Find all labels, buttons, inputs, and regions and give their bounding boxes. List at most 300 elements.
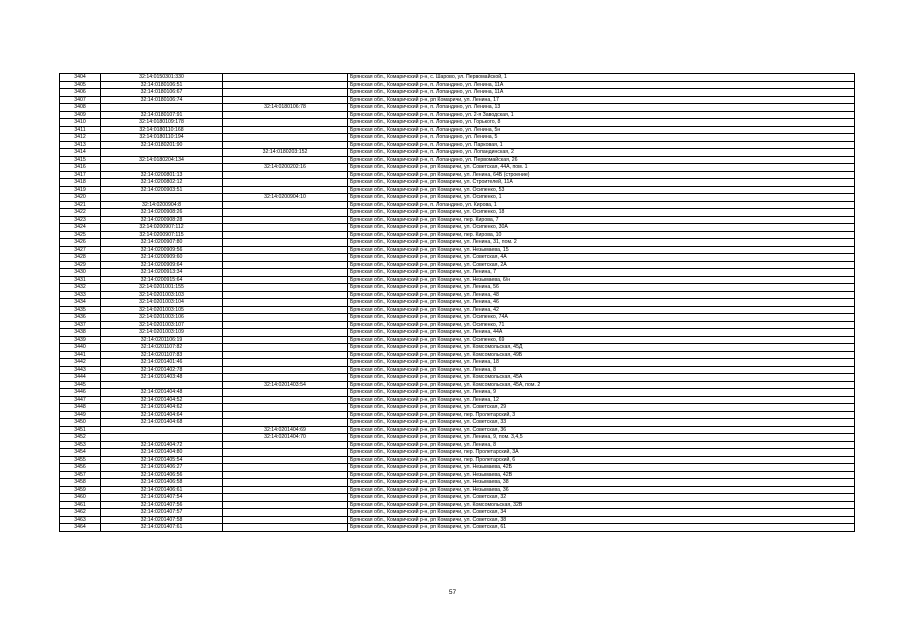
cadastral-number-cell (101, 426, 223, 434)
address-cell: Брянская обл., Комаричский р-н, рп Комаричи, пер. Кирова, 10 (348, 231, 855, 239)
row-number-cell: 3453 (60, 441, 101, 449)
table-row (60, 201, 855, 209)
table-row (60, 314, 855, 322)
cadastral-number-cell: 32:14:0201003:106 (101, 314, 223, 322)
address-cell: Брянская обл., Комаричский р-н, рп Комаричи, ул. Ленина, 7 (348, 269, 855, 277)
row-number-cell: 3457 (60, 471, 101, 479)
table-row (60, 261, 855, 269)
premises-cadastral-number-cell (223, 351, 348, 359)
premises-cadastral-number-cell (223, 479, 348, 487)
table-row (60, 336, 855, 344)
row-number-cell: 3463 (60, 516, 101, 524)
row-number-cell: 3446 (60, 389, 101, 397)
cadastral-number-cell: 32:14:0201003:105 (101, 306, 223, 314)
premises-cadastral-number-cell (223, 464, 348, 472)
row-number-cell: 3458 (60, 479, 101, 487)
row-number-cell: 3407 (60, 96, 101, 104)
row-number-cell: 3454 (60, 449, 101, 457)
row-number-cell: 3413 (60, 141, 101, 149)
table-row (60, 479, 855, 487)
row-number-cell: 3423 (60, 216, 101, 224)
premises-cadastral-number-cell (223, 494, 348, 502)
row-number-cell: 3424 (60, 224, 101, 232)
address-cell: Брянская обл., Комаричский р-н, рп Комаричи, ул. Незымаева, 6/н (348, 276, 855, 284)
table-row (60, 419, 855, 427)
premises-cadastral-number-cell: 32:14:0180203:152 (223, 149, 348, 157)
cadastral-number-cell: 32:14:0201407:58 (101, 516, 223, 524)
premises-cadastral-number-cell (223, 486, 348, 494)
cadastral-number-cell: 32:14:0180106:51 (101, 81, 223, 89)
cadastral-number-cell: 32:14:0201402:78 (101, 366, 223, 374)
row-number-cell: 3432 (60, 284, 101, 292)
address-cell: Брянская обл., Комаричский р-н, рп Комаричи, ул. Советская, 36 (348, 426, 855, 434)
row-number-cell: 3464 (60, 524, 101, 532)
premises-cadastral-number-cell (223, 209, 348, 217)
address-cell: Брянская обл., Комаричский р-н, рп Комаричи, ул. Комсомольская, 45А (348, 374, 855, 382)
address-cell: Брянская обл., Комаричский р-н, п. Лопандино, ул. 2-я Заводская, 1 (348, 111, 855, 119)
address-cell: Брянская обл., Комаричский р-н, рп Комаричи, пер. Пролетарский, 6 (348, 456, 855, 464)
address-cell: Брянская обл., Комаричский р-н, рп Комаричи, ул. Советская, 29 (348, 404, 855, 412)
row-number-cell: 3434 (60, 299, 101, 307)
row-number-cell: 3404 (60, 74, 101, 82)
address-cell: Брянская обл., Комаричский р-н, рп Комаричи, ул. Ленина, 48 (348, 291, 855, 299)
table-row (60, 344, 855, 352)
address-cell: Брянская обл., Комаричский р-н, рп Комаричи, ул. Советская, 34 (348, 509, 855, 517)
cadastral-number-cell: 32:14:0180110:168 (101, 126, 223, 134)
table-row (60, 389, 855, 397)
row-number-cell: 3409 (60, 111, 101, 119)
table-row (60, 524, 855, 532)
table-row (60, 126, 855, 134)
address-cell: Брянская обл., Комаричский р-н, рп Комаричи, ул. Ленина, 9 (348, 389, 855, 397)
premises-cadastral-number-cell (223, 501, 348, 509)
address-cell: Брянская обл., Комаричский р-н, рп Комаричи, ул. Ленина, 12 (348, 396, 855, 404)
cadastral-number-cell: 32:14:0201404:80 (101, 449, 223, 457)
address-cell: Брянская обл., Комаричский р-н, рп Комаричи, ул. Советская, 4А (348, 254, 855, 262)
row-number-cell: 3442 (60, 359, 101, 367)
address-cell: Брянская обл., Комаричский р-н, п. Лопандино, ул. Ленина, 5н (348, 126, 855, 134)
table-row (60, 209, 855, 217)
cadastral-number-cell: 32:14:0150301:330 (101, 74, 223, 82)
row-number-cell: 3417 (60, 171, 101, 179)
address-cell: Брянская обл., Комаричский р-н, рп Комаричи, ул. Ленина, 64Б (строение) (348, 171, 855, 179)
cadastral-number-cell: 32:14:0200907:112 (101, 224, 223, 232)
premises-cadastral-number-cell (223, 471, 348, 479)
table-row (60, 224, 855, 232)
address-cell: Брянская обл., Комаричский р-н, рп Комаричи, ул. Ленина, 8 (348, 366, 855, 374)
cadastral-number-cell: 32:14:0180110:194 (101, 134, 223, 142)
table-row (60, 381, 855, 389)
address-cell: Брянская обл., Комаричский р-н, рп Комаричи, ул. Советская, 44А, пом. 1 (348, 164, 855, 172)
premises-cadastral-number-cell (223, 456, 348, 464)
cadastral-number-cell: 32:14:0201407:54 (101, 494, 223, 502)
premises-cadastral-number-cell: 32:14:0180106:78 (223, 104, 348, 112)
premises-cadastral-number-cell (223, 254, 348, 262)
premises-cadastral-number-cell (223, 411, 348, 419)
address-cell: Брянская обл., Комаричский р-н, рп Комаричи, ул. Ленина, 31, пом. 2 (348, 239, 855, 247)
cadastral-number-cell: 32:14:0200908:26 (101, 209, 223, 217)
premises-cadastral-number-cell (223, 299, 348, 307)
cadastral-number-cell: 32:14:0180106:67 (101, 89, 223, 97)
table-row (60, 186, 855, 194)
table-row (60, 96, 855, 104)
cadastral-number-cell: 32:14:0200909:60 (101, 254, 223, 262)
row-number-cell: 3461 (60, 501, 101, 509)
address-cell: Брянская обл., Комаричский р-н, рп Комаричи, ул. Ленина, 46 (348, 299, 855, 307)
address-cell: Брянская обл., Комаричский р-н, рп Комаричи, ул. Незымаева, 15 (348, 246, 855, 254)
address-cell: Брянская обл., Комаричский р-н, рп Комаричи, ул. Ленина, 17 (348, 96, 855, 104)
cadastral-number-cell: 32:14:0201406:56 (101, 471, 223, 479)
premises-cadastral-number-cell (223, 119, 348, 127)
premises-cadastral-number-cell (223, 74, 348, 82)
cadastral-number-cell: 32:14:0201406:61 (101, 486, 223, 494)
row-number-cell: 3421 (60, 201, 101, 209)
table-row (60, 359, 855, 367)
table-row (60, 329, 855, 337)
premises-cadastral-number-cell (223, 96, 348, 104)
cadastral-number-cell (101, 381, 223, 389)
cadastral-number-cell: 32:14:0200909:64 (101, 261, 223, 269)
table-row (60, 254, 855, 262)
table-row (60, 321, 855, 329)
table-row (60, 81, 855, 89)
row-number-cell: 3418 (60, 179, 101, 187)
address-cell: Брянская обл., Комаричский р-н, рп Комаричи, ул. Комсомольская, 45Д (348, 344, 855, 352)
row-number-cell: 3415 (60, 156, 101, 164)
address-cell: Брянская обл., Комаричский р-н, рп Комаричи, ул. Осипенко, 53 (348, 186, 855, 194)
premises-cadastral-number-cell (223, 261, 348, 269)
address-cell: Брянская обл., Комаричский р-н, п. Лопандино, ул. Ленина, 11А (348, 89, 855, 97)
address-cell: Брянская обл., Комаричский р-н, рп Комаричи, ул. Комсомольская, 49Б (348, 351, 855, 359)
premises-cadastral-number-cell (223, 269, 348, 277)
row-number-cell: 3436 (60, 314, 101, 322)
table-row (60, 351, 855, 359)
premises-cadastral-number-cell (223, 441, 348, 449)
cadastral-number-cell (101, 164, 223, 172)
cadastral-number-cell: 32:14:0200903:51 (101, 186, 223, 194)
premises-cadastral-number-cell: 32:14:0200202:16 (223, 164, 348, 172)
premises-cadastral-number-cell (223, 156, 348, 164)
cadastral-number-cell: 32:14:0201001:155 (101, 284, 223, 292)
cadastral-number-cell: 32:14:0200907:80 (101, 239, 223, 247)
premises-cadastral-number-cell: 32:14:0201404:69 (223, 426, 348, 434)
table-row (60, 171, 855, 179)
row-number-cell: 3426 (60, 239, 101, 247)
premises-cadastral-number-cell (223, 306, 348, 314)
table-row (60, 104, 855, 112)
cadastral-number-cell: 32:14:0201107:83 (101, 351, 223, 359)
cadastral-number-cell: 32:14:0180107:91 (101, 111, 223, 119)
table-row (60, 396, 855, 404)
cadastral-number-cell: 32:14:0201404:72 (101, 441, 223, 449)
premises-cadastral-number-cell (223, 224, 348, 232)
cadastral-number-cell: 32:14:0201404:62 (101, 404, 223, 412)
premises-cadastral-number-cell (223, 231, 348, 239)
cadastral-number-cell: 32:14:0200802:12 (101, 179, 223, 187)
table-row (60, 471, 855, 479)
table-row (60, 231, 855, 239)
row-number-cell: 3445 (60, 381, 101, 389)
cadastral-number-cell: 32:14:0200904:8 (101, 201, 223, 209)
table-row (60, 89, 855, 97)
premises-cadastral-number-cell (223, 126, 348, 134)
table-row (60, 411, 855, 419)
address-cell: Брянская обл., Комаричский р-н, рп Комаричи, ул. Осипенко, 71 (348, 321, 855, 329)
row-number-cell: 3444 (60, 374, 101, 382)
cadastral-number-cell (101, 104, 223, 112)
table-row (60, 239, 855, 247)
premises-cadastral-number-cell (223, 419, 348, 427)
cadastral-number-cell (101, 194, 223, 202)
address-cell: Брянская обл., Комаричский р-н, рп Комаричи, ул. Осипенко, 18 (348, 209, 855, 217)
address-cell: Брянская обл., Комаричский р-н, рп Комаричи, ул. Незымаева, 38 (348, 479, 855, 487)
cadastral-number-cell: 32:14:0200908:28 (101, 216, 223, 224)
address-cell: Брянская обл., Комаричский р-н, п. Лопандино, ул. Лопандинская, 2 (348, 149, 855, 157)
cadastral-number-cell: 32:14:0200801:13 (101, 171, 223, 179)
cadastral-number-cell: 32:14:0201406:27 (101, 464, 223, 472)
table-row (60, 486, 855, 494)
address-cell: Брянская обл., Комаричский р-н, рп Комаричи, ул. Ленина, 42 (348, 306, 855, 314)
cadastral-number-cell: 32:14:0201106:19 (101, 336, 223, 344)
table-row (60, 164, 855, 172)
address-cell: Брянская обл., Комаричский р-н, п. Лопандино, ул. Горького, 8 (348, 119, 855, 127)
address-cell: Брянская обл., Комаричский р-н, рп Комаричи, ул. Советская, 33 (348, 419, 855, 427)
cadastral-number-cell: 32:14:0200915:64 (101, 276, 223, 284)
cadastral-number-cell: 32:14:0180201:90 (101, 141, 223, 149)
cadastral-number-cell (101, 149, 223, 157)
row-number-cell: 3429 (60, 261, 101, 269)
cadastral-number-cell: 32:14:0201107:82 (101, 344, 223, 352)
address-cell: Брянская обл., Комаричский р-н, рп Комаричи, ул. Строителей, 11А (348, 179, 855, 187)
row-number-cell: 3441 (60, 351, 101, 359)
row-number-cell: 3455 (60, 456, 101, 464)
property-register-table (59, 73, 855, 532)
table-row (60, 119, 855, 127)
cadastral-number-cell: 32:14:0201404:68 (101, 419, 223, 427)
table-row (60, 194, 855, 202)
address-cell: Брянская обл., Комаричский р-н, рп Комаричи, ул. Ленина, 9, пом. 3,4,5 (348, 434, 855, 442)
premises-cadastral-number-cell: 32:14:0201403:54 (223, 381, 348, 389)
table-row (60, 299, 855, 307)
premises-cadastral-number-cell (223, 359, 348, 367)
table-row (60, 269, 855, 277)
address-cell: Брянская обл., Комаричский р-н, рп Комаричи, ул. Осипенко, 74А (348, 314, 855, 322)
row-number-cell: 3412 (60, 134, 101, 142)
table-row (60, 366, 855, 374)
premises-cadastral-number-cell (223, 134, 348, 142)
row-number-cell: 3428 (60, 254, 101, 262)
table-row (60, 464, 855, 472)
premises-cadastral-number-cell (223, 186, 348, 194)
table-row (60, 216, 855, 224)
table-row (60, 456, 855, 464)
premises-cadastral-number-cell (223, 276, 348, 284)
table-row (60, 516, 855, 524)
address-cell: Брянская обл., Комаричский р-н, рп Комаричи, ул. Советская, 61 (348, 524, 855, 532)
cadastral-number-cell: 32:14:0180106:74 (101, 96, 223, 104)
premises-cadastral-number-cell (223, 336, 348, 344)
premises-cadastral-number-cell (223, 366, 348, 374)
cadastral-number-cell: 32:14:0201003:103 (101, 291, 223, 299)
premises-cadastral-number-cell (223, 509, 348, 517)
cadastral-number-cell: 32:14:0201003:109 (101, 329, 223, 337)
cadastral-number-cell: 32:14:0200909:56 (101, 246, 223, 254)
premises-cadastral-number-cell (223, 329, 348, 337)
cadastral-number-cell: 32:14:0201405:54 (101, 456, 223, 464)
premises-cadastral-number-cell (223, 291, 348, 299)
table-row (60, 374, 855, 382)
address-cell: Брянская обл., Комаричский р-н, рп Комаричи, ул. Ленина, 56 (348, 284, 855, 292)
row-number-cell: 3427 (60, 246, 101, 254)
premises-cadastral-number-cell (223, 449, 348, 457)
address-cell: Брянская обл., Комаричский р-н, п. Лопандино, ул. Парковая, 1 (348, 141, 855, 149)
table-row (60, 149, 855, 157)
row-number-cell: 3437 (60, 321, 101, 329)
table-row (60, 276, 855, 284)
row-number-cell: 3439 (60, 336, 101, 344)
premises-cadastral-number-cell (223, 516, 348, 524)
cadastral-number-cell: 32:14:0180204:134 (101, 156, 223, 164)
table-row (60, 306, 855, 314)
table-row (60, 134, 855, 142)
premises-cadastral-number-cell (223, 179, 348, 187)
address-cell: Брянская обл., Комаричский р-н, рп Комаричи, ул. Осипенко, 1 (348, 194, 855, 202)
row-number-cell: 3443 (60, 366, 101, 374)
row-number-cell: 3435 (60, 306, 101, 314)
cadastral-number-cell: 32:14:0201404:48 (101, 389, 223, 397)
address-cell: Брянская обл., Комаричский р-н, рп Комаричи, ул. Советская, 2А (348, 261, 855, 269)
premises-cadastral-number-cell (223, 344, 348, 352)
row-number-cell: 3447 (60, 396, 101, 404)
row-number-cell: 3456 (60, 464, 101, 472)
cadastral-number-cell: 32:14:0201003:107 (101, 321, 223, 329)
address-cell: Брянская обл., Комаричский р-н, с. Шарово, ул. Первомайской, 1 (348, 74, 855, 82)
table-row (60, 441, 855, 449)
address-cell: Брянская обл., Комаричский р-н, п. Лопандино, ул. Ленина, 5 (348, 134, 855, 142)
table-row (60, 426, 855, 434)
premises-cadastral-number-cell (223, 111, 348, 119)
table-row (60, 111, 855, 119)
cadastral-number-cell: 32:14:0201003:104 (101, 299, 223, 307)
address-cell: Брянская обл., Комаричский р-н, п. Лопандино, ул. Первомайская, 26 (348, 156, 855, 164)
cadastral-number-cell: 32:14:0201407:61 (101, 524, 223, 532)
cadastral-number-cell: 32:14:0200907:115 (101, 231, 223, 239)
row-number-cell: 3440 (60, 344, 101, 352)
address-cell: Брянская обл., Комаричский р-н, рп Комаричи, ул. Советская, 38 (348, 516, 855, 524)
table-row (60, 434, 855, 442)
cadastral-number-cell: 32:14:0201407:57 (101, 509, 223, 517)
address-cell: Брянская обл., Комаричский р-н, рп Комаричи, ул. Ленина, 44А (348, 329, 855, 337)
cadastral-number-cell: 32:14:0180109:178 (101, 119, 223, 127)
table-row (60, 179, 855, 187)
premises-cadastral-number-cell: 32:14:0200904:10 (223, 194, 348, 202)
premises-cadastral-number-cell (223, 524, 348, 532)
address-cell: Брянская обл., Комаричский р-н, рп Комаричи, ул. Осипенко, 30А (348, 224, 855, 232)
premises-cadastral-number-cell (223, 389, 348, 397)
row-number-cell: 3451 (60, 426, 101, 434)
table-row (60, 74, 855, 82)
address-cell: Брянская обл., Комаричский р-н, рп Комаричи, ул. Незымаева, 42Б (348, 464, 855, 472)
premises-cadastral-number-cell (223, 141, 348, 149)
premises-cadastral-number-cell (223, 246, 348, 254)
cadastral-number-cell: 32:14:0201406:58 (101, 479, 223, 487)
row-number-cell: 3460 (60, 494, 101, 502)
premises-cadastral-number-cell (223, 314, 348, 322)
cadastral-number-cell: 32:14:0200913:34 (101, 269, 223, 277)
premises-cadastral-number-cell (223, 81, 348, 89)
address-cell: Брянская обл., Комаричский р-н, рп Комаричи, ул. Незымаева, 36 (348, 486, 855, 494)
row-number-cell: 3449 (60, 411, 101, 419)
address-cell: Брянская обл., Комаричский р-н, рп Комаричи, пер. Кирова, 7 (348, 216, 855, 224)
row-number-cell: 3416 (60, 164, 101, 172)
row-number-cell: 3420 (60, 194, 101, 202)
address-cell: Брянская обл., Комаричский р-н, рп Комаричи, ул. Ленина, 8 (348, 441, 855, 449)
premises-cadastral-number-cell (223, 201, 348, 209)
cadastral-number-cell: 32:14:0201401:46 (101, 359, 223, 367)
cadastral-number-cell: 32:14:0201404:64 (101, 411, 223, 419)
row-number-cell: 3459 (60, 486, 101, 494)
cadastral-number-cell (101, 434, 223, 442)
cadastral-number-cell: 32:14:0201403:48 (101, 374, 223, 382)
row-number-cell: 3411 (60, 126, 101, 134)
table-row (60, 501, 855, 509)
address-cell: Брянская обл., Комаричский р-н, п. Лопандино, ул. Кирова, 1 (348, 201, 855, 209)
address-cell: Брянская обл., Комаричский р-н, рп Комаричи, ул. Незымаева, 42В (348, 471, 855, 479)
address-cell: Брянская обл., Комаричский р-н, рп Комаричи, ул. Комсомольская, 45А, пом. 2 (348, 381, 855, 389)
page-number: 57 (448, 589, 457, 596)
row-number-cell: 3422 (60, 209, 101, 217)
premises-cadastral-number-cell (223, 89, 348, 97)
row-number-cell: 3430 (60, 269, 101, 277)
row-number-cell: 3431 (60, 276, 101, 284)
row-number-cell: 3414 (60, 149, 101, 157)
premises-cadastral-number-cell (223, 404, 348, 412)
premises-cadastral-number-cell (223, 239, 348, 247)
address-cell: Брянская обл., Комаричский р-н, рп Комаричи, пер. Пролетарский, 3 (348, 411, 855, 419)
cadastral-number-cell: 32:14:0201407:56 (101, 501, 223, 509)
row-number-cell: 3419 (60, 186, 101, 194)
premises-cadastral-number-cell (223, 284, 348, 292)
row-number-cell: 3462 (60, 509, 101, 517)
premises-cadastral-number-cell (223, 374, 348, 382)
address-cell: Брянская обл., Комаричский р-н, рп Комаричи, ул. Осипенко, 69 (348, 336, 855, 344)
address-cell: Брянская обл., Комаричский р-н, рп Комаричи, ул. Комсомольская, 32В (348, 501, 855, 509)
row-number-cell: 3406 (60, 89, 101, 97)
row-number-cell: 3448 (60, 404, 101, 412)
row-number-cell: 3452 (60, 434, 101, 442)
row-number-cell: 3405 (60, 81, 101, 89)
row-number-cell: 3410 (60, 119, 101, 127)
table-row (60, 494, 855, 502)
premises-cadastral-number-cell (223, 216, 348, 224)
table-row (60, 509, 855, 517)
table-row (60, 246, 855, 254)
address-cell: Брянская обл., Комаричский р-н, рп Комаричи, ул. Ленина, 18 (348, 359, 855, 367)
table-row (60, 291, 855, 299)
address-cell: Брянская обл., Комаричский р-н, рп Комаричи, ул. Советская, 32 (348, 494, 855, 502)
premises-cadastral-number-cell (223, 321, 348, 329)
cadastral-number-cell: 32:14:0201404:52 (101, 396, 223, 404)
table-row (60, 141, 855, 149)
table-body (60, 74, 855, 532)
row-number-cell: 3450 (60, 419, 101, 427)
table-row (60, 449, 855, 457)
premises-cadastral-number-cell (223, 171, 348, 179)
table-row (60, 156, 855, 164)
table-row (60, 284, 855, 292)
premises-cadastral-number-cell (223, 396, 348, 404)
address-cell: Брянская обл., Комаричский р-н, рп Комаричи, пер. Пролетарский, 3А (348, 449, 855, 457)
